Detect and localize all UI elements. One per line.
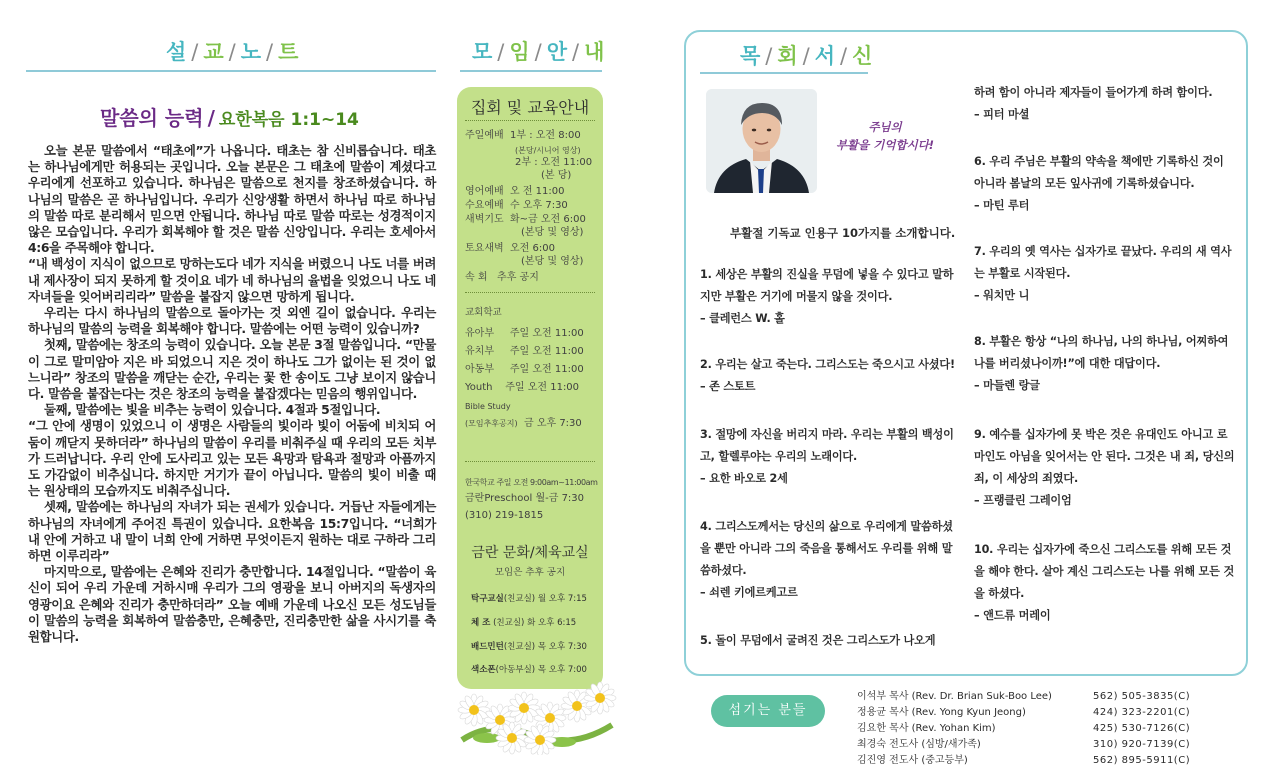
quote-item: 10. 우리는 십자가에 죽으신 그리스도를 위해 모든 것을 해야 한다. 살아 계신 그리스도는 나를 위해 모든 것을 하셨다. – 앤드류 머레이 bbox=[974, 543, 1235, 622]
pastor-letter-heading: 목 / 회 / 서 / 신 bbox=[740, 44, 874, 68]
sermon-paragraph: 마지막으로, 말씀에는 은혜와 진리가 충만합니다. 14절입니다. “말씀이 육신이 되어 우리 가운데 거하시매 우리가 그의 영광을 보니 아버지의 독생자의 영광이요 은혜와 진리가 충만하더라” 오늘 예배 가운데 나오신 모든 성도님들이 말씀의 능력을 회복하여 말씀충만, 은혜충만, 진리충만한 삶을 사시기를 축원합니다. bbox=[28, 564, 436, 645]
pastor-phone: 425) 530-7126(C) bbox=[1093, 723, 1191, 734]
pastor-photo bbox=[706, 89, 817, 193]
quote-item: 2. 우리는 살고 죽는다. 그리스도는 죽으시고 사셨다! – 존 스토트 bbox=[700, 358, 955, 393]
bible-study-label: Bible Study bbox=[465, 402, 511, 411]
pastor-name: 김진영 전도사 (중고등부) bbox=[857, 755, 968, 766]
daisy-flowers-decoration bbox=[452, 680, 622, 755]
culture-row: 색소폰(아동부실) 목 오후 7:00 bbox=[471, 665, 587, 675]
quote-item: 7. 우리의 옛 역사는 십자가로 끝났다. 우리의 새 역사는 부활로 시작된다. – 워치만 니 bbox=[974, 245, 1232, 302]
pastor-name: 정용균 목사 (Rev. Yong Kyun Jeong) bbox=[857, 707, 1026, 718]
worship-row: 수요예배 수 오후 7:30 bbox=[465, 200, 568, 211]
culture-note: 모임은 추후 공지 bbox=[494, 567, 566, 578]
sermon-paragraph: 첫째, 말씀에는 창조의 능력이 있습니다. 오늘 본문 3절 말씀입니다. “만물이 그로 말미암아 지은 바 되었으니 지은 것이 하나도 그가 없이는 된 것이 없느니라” 창조의 말씀을 깨닫는 순간, 우리는 꽃 한 송이도 그냥 보이지 않습니다. 말씀을 붙잡는다는 것은 창조의 능력을 붙잡겠다는 믿음의 행위입니다. bbox=[28, 337, 436, 402]
quote-item: 1. 세상은 부활의 진실을 무덤에 넣을 수 있다고 말하지만 부활은 거기에 머물지 않을 것이다. – 클레런스 W. 홀 bbox=[700, 268, 954, 325]
quote-item: 하려 함이 아니라 제자들이 들어가게 하려 함이다. – 피터 마셜 bbox=[974, 86, 1213, 121]
worship-row: 새벽기도 화~금 오전 6:00 bbox=[465, 214, 586, 225]
worship-row: 토요새벽 오전 6:00 bbox=[465, 243, 555, 254]
worship-row: 속 회 추후 공지 bbox=[465, 272, 539, 283]
sermon-paragraph: “그 안에 생명이 있었으니 이 생명은 사람들의 빛이라 빛이 어둠에 비치되 어둠이 깨닫지 못하더라” 하나님의 말씀이 우리를 비춰주실 때 우리의 모든 치부가 드러납니다. 우리 안에 도사리고 있는 모든 욕망과 탐욕과 절망과 아픔까지도 가감없이 비추십니다. 하지만 거기가 끝이 아닙니다. 말씀의 빛이 비출 때는 원상태의 모습까지도 비춰주십니다. bbox=[28, 418, 436, 499]
pastor-name: 김요한 목사 (Rev. Yohan Kim) bbox=[857, 723, 996, 734]
worship-row: (본 당) bbox=[541, 170, 572, 181]
sermon-body bbox=[28, 143, 436, 645]
worship-row: 영어예배 오 전 11:00 bbox=[465, 186, 565, 197]
quote-item: 3. 절망에 자신을 버리지 마라. 우리는 부활의 백성이고, 할렐루야는 우리의 노래이다. – 요한 바오로 2세 bbox=[700, 428, 954, 485]
culture-row: 탁구교실(친교실) 월 오후 7:15 bbox=[471, 594, 587, 604]
pastors-badge: 섬기는 분들 bbox=[711, 695, 825, 727]
sermon-paragraph: 둘째, 말씀에는 빛을 비추는 능력이 있습니다. 4절과 5절입니다. bbox=[44, 402, 381, 418]
quote-item: 9. 예수를 십자가에 못 박은 것은 유대인도 아니고 로마인도 아님을 잊어서는 안 된다. 그것은 내 죄, 당신의 죄, 이 세상의 죄였다. – 프랭클린 그레이엄 bbox=[974, 428, 1235, 507]
culture-title: 금란 문화/체육교실 bbox=[471, 545, 589, 561]
school-row: Youth 주일 오전 11:00 bbox=[465, 382, 580, 393]
pastor-phone: 310) 920-7139(C) bbox=[1093, 739, 1191, 750]
sermon-paragraph: 우리는 다시 하나님의 말씀으로 돌아가는 것 외엔 길이 없습니다. 우리는 하나님의 말씀의 능력을 회복해야 합니다. 말씀에는 어떤 능력이 있습니까? bbox=[28, 305, 436, 337]
sermon-notes-heading: 설 / 교 / 노 / 트 bbox=[166, 40, 300, 64]
photo-caption: 주님의 부활을 기억합시다! bbox=[835, 120, 935, 152]
pastor-name: 최경숙 전도사 (심방/새가족) bbox=[857, 739, 981, 750]
pastor-name: 이석부 목사 (Rev. Dr. Brian Suk-Boo Lee) bbox=[857, 691, 1052, 702]
pastor-phone: 424) 323-2201(C) bbox=[1093, 707, 1191, 718]
worship-row: (본당/시니어 영상) bbox=[515, 146, 581, 155]
worship-row: 2부 : 오전 11:00 bbox=[515, 157, 593, 168]
preschool: 금란Preschool 월-금 7:30 bbox=[465, 493, 585, 504]
quote-item: 5. 돌이 무덤에서 굴려진 것은 그리스도가 나오게 bbox=[700, 634, 936, 647]
culture-row: 체 조 (친교실) 화 오후 6:15 bbox=[471, 618, 577, 628]
meeting-guide-heading: 모 / 임 / 안 / 내 bbox=[472, 40, 606, 64]
church-school-title: 교회학교 bbox=[465, 307, 502, 318]
bible-study-row: (모임추후공지) 금 오후 7:30 bbox=[465, 418, 582, 429]
sermon-paragraph: “내 백성이 지식이 없으므로 망하는도다 네가 지식을 버렸으니 나도 너를 버려 내 제사장이 되지 못하게 할 것이요 네가 네 하나님의 율법을 잊었으니 나도 네 자녀들을 잊어버리리라” 말씀을 붙잡지 않으면 망하게 됩니다. bbox=[28, 256, 436, 304]
pastor-heading-rule bbox=[700, 72, 868, 74]
sermon-title: 말씀의 능력 / 요한복음 1:1~14 bbox=[100, 106, 359, 130]
guide-title: 집회 및 교육안내 bbox=[470, 98, 590, 117]
sermon-paragraph: 오늘 본문 말씀에서 “태초에”가 나옵니다. 태초는 참 신비롭습니다. 태초는 하나님에게만 허용되는 곳입니다. 오늘 본문은 그 태초에 말씀이 계셨다고 우리에게 선포하고 있습니다. 하나님은 말씀으로 천지를 창조하셨습니다. 하나님의 말씀은 곧 하나님입니다. 우리가 신앙생활 하면서 하나님 따로 하나님의 말씀 따로 분리해서 믿으면 안됩니다. 하나님 따로 말씀 따로는 성경적이지 않은 모습입니다. 우리가 회복해야 할 것은 말씀 신앙입니다. 우리는 호세아서 4:6을 주목해야 합니다. bbox=[28, 143, 436, 256]
church-phone: (310) 219-1815 bbox=[465, 510, 544, 521]
guide-divider bbox=[465, 461, 595, 462]
meeting-guide-panel bbox=[457, 87, 603, 689]
quote-item: 4. 그리스도께서는 당신의 삶으로 우리에게 말씀하셨을 뿐만 아니라 그의 죽음을 통해서도 우리를 위해 말씀하셨다. – 쇠렌 키에르케고르 bbox=[700, 520, 953, 599]
sermon-title-text: 말씀의 능력 bbox=[100, 106, 204, 130]
pastor-phone: 562) 895-5911(C) bbox=[1093, 755, 1191, 766]
worship-row: (본당 및 영상) bbox=[521, 256, 584, 267]
guide-divider bbox=[465, 292, 595, 293]
meeting-heading-rule bbox=[460, 70, 602, 72]
sermon-paragraph: 셋째, 말씀에는 하나님의 자녀가 되는 권세가 있습니다. 거듭난 자들에게는 하나님의 자녀에게 주어진 특권이 있습니다. 요한복음 15:7입니다. “너희가 내 안에 거하고 내 말이 너희 안에 거하면 무엇이든지 원하는 대로 구하라 그리하면 이루리라” bbox=[28, 499, 436, 564]
sermon-reference: 요한복음 1:1~14 bbox=[218, 110, 359, 130]
school-row: 유치부 주일 오전 11:00 bbox=[465, 346, 584, 357]
quote-item: 8. 부활은 항상 “나의 하나님, 나의 하나님, 어찌하여 나를 버리셨나이까!”에 대한 대답이다. – 마들렌 랑글 bbox=[974, 335, 1229, 392]
school-row: 아동부 주일 오전 11:00 bbox=[465, 364, 584, 375]
sermon-heading-rule bbox=[26, 70, 436, 72]
school-row: 유아부 주일 오전 11:00 bbox=[465, 328, 584, 339]
quote-item: 6. 우리 주님은 부활의 약속을 책에만 기록하신 것이 아니라 봄날의 모든 잎사귀에 기록하셨습니다. – 마틴 루터 bbox=[974, 155, 1224, 212]
culture-row: 배드민턴(친교실) 목 오후 7:30 bbox=[471, 642, 587, 652]
worship-row: 주일예배 1부 : 오전 8:00 bbox=[465, 130, 581, 141]
korean-school: 한국학교 주일 오전 9:00am~11:00am bbox=[465, 478, 598, 487]
worship-row: (본당 및 영상) bbox=[521, 227, 584, 238]
guide-divider bbox=[465, 120, 595, 121]
letter-intro: 부활절 기독교 인용구 10가지를 소개합니다. bbox=[730, 226, 956, 240]
pastor-phone: 562) 505-3835(C) bbox=[1093, 691, 1191, 702]
